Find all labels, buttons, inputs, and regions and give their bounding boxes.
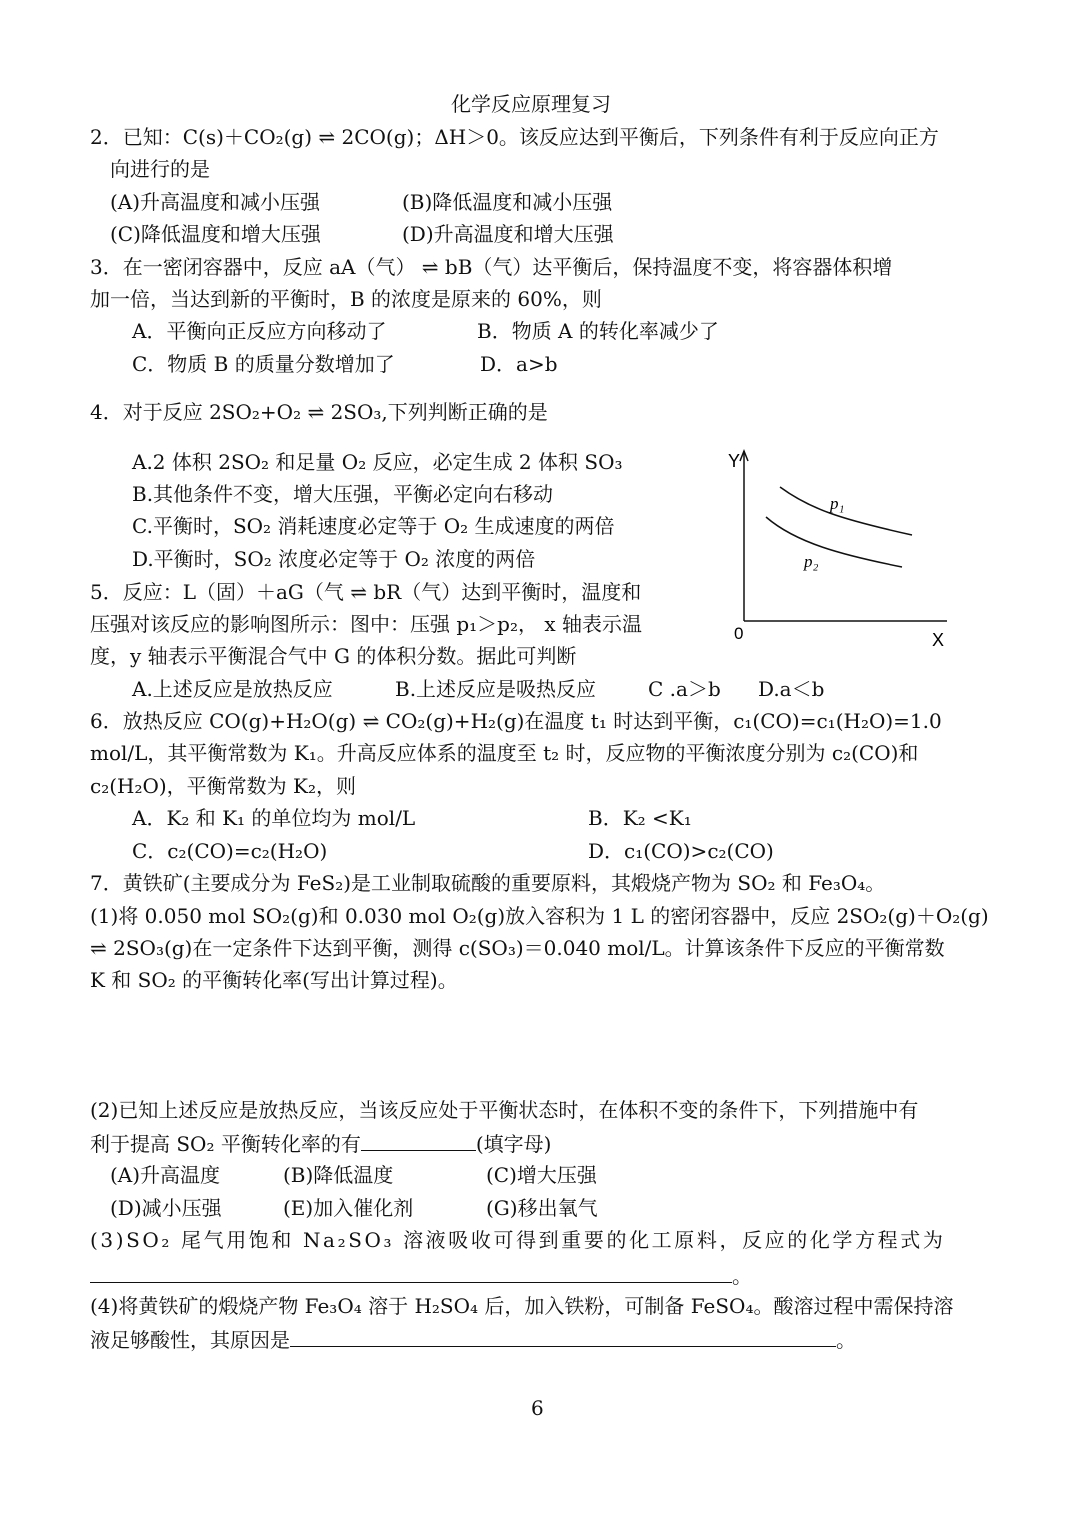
q5-option-c: C .a＞b xyxy=(648,677,721,701)
q5-option-d: D.a＜b xyxy=(758,677,825,701)
q3-option-c: C．物质 B 的质量分数增加了 xyxy=(132,352,395,376)
q7-part1-line1: (1)将 0.050 mol SO₂(g)和 0.030 mol O₂(g)放入容积为 1 L 的密闭容器中，反应 2SO₂(g)＋O₂(g) xyxy=(90,904,989,928)
curve-p1 xyxy=(780,487,912,535)
q5-option-b: B.上述反应是吸热反应 xyxy=(395,677,597,701)
q7-part3-answer-blank[interactable] xyxy=(90,1262,732,1283)
q5-graph xyxy=(722,443,962,653)
q7-option-c: (C)增大压强 xyxy=(486,1163,597,1187)
q6-option-b: B．K₂ <K₁ xyxy=(588,806,692,830)
q2-option-d: (D)升高温度和增大压强 xyxy=(402,222,614,246)
q7-part1-line2: ⇌ 2SO₃(g)在一定条件下达到平衡，测得 c(SO₃)＝0.040 mol/L。计算该条件下反应的平衡常数 xyxy=(90,936,945,960)
q4-option-a: A.2 体积 2SO₂ 和足量 O₂ 反应，必定生成 2 体积 SO₃ xyxy=(132,450,623,474)
page-number: 6 xyxy=(531,1396,544,1420)
q7-part2-line1: (2)已知上述反应是放热反应，当该反应处于平衡状态时，在体积不变的条件下，下列措施中有 xyxy=(90,1098,919,1122)
q7-part4-line2 xyxy=(90,1326,856,1352)
q2-stem-line2: 向进行的是 xyxy=(110,157,210,181)
q2-option-c: (C)降低温度和增大压强 xyxy=(110,222,321,246)
q7-part2-hint: (填字母) xyxy=(475,1132,552,1156)
q7-part2-line2 xyxy=(90,1130,551,1156)
q3-option-a: A．平衡向正反应方向移动了 xyxy=(132,319,387,343)
q3-option-d: D．a>b xyxy=(480,352,558,376)
q5-option-a: A.上述反应是放热反应 xyxy=(132,677,333,701)
q2-option-b: (B)降低温度和减小压强 xyxy=(402,190,613,214)
q7-option-e: (E)加入催化剂 xyxy=(283,1196,414,1220)
q7-option-g: (G)移出氧气 xyxy=(486,1196,598,1220)
q7-part2-prompt: 利于提高 SO₂ 平衡转化率的有 xyxy=(90,1132,361,1156)
curve-p1-label: p₁ xyxy=(830,494,845,513)
page-title: 化学反应原理复习 xyxy=(451,92,611,116)
q7-part4-line1: (4)将黄铁矿的煅烧产物 Fe₃O₄ 溶于 H₂SO₄ 后，加入铁粉，可制备 FeSO₄。酸溶过程中需保持溶 xyxy=(90,1294,954,1318)
q7-stem: 7．黄铁矿(主要成分为 FeS₂)是工业制取硫酸的重要原料，其煅烧产物为 SO₂ 和 Fe₃O₄。 xyxy=(90,871,886,895)
q7-option-a: (A)升高温度 xyxy=(110,1163,221,1187)
q7-part3-line2 xyxy=(90,1262,752,1288)
q7-part3-line1: (3)SO₂ 尾气用饱和 Na₂SO₃ 溶液吸收可得到重要的化工原料，反应的化学方程式为 xyxy=(90,1228,946,1252)
q7-part4-end: 。 xyxy=(836,1328,856,1352)
q6-stem-line1: 6．放热反应 CO(g)+H₂O(g) ⇌ CO₂(g)+H₂(g)在温度 t₁ 时达到平衡，c₁(CO)=c₁(H₂O)=1.0 xyxy=(90,709,942,733)
q3-stem-line2: 加一倍，当达到新的平衡时，B 的浓度是原来的 60%，则 xyxy=(90,287,602,311)
q7-option-d: (D)减小压强 xyxy=(110,1196,222,1220)
q3-option-b: B．物质 A 的转化率减少了 xyxy=(477,319,719,343)
q7-part4-prompt: 液足够酸性，其原因是 xyxy=(90,1328,290,1352)
q5-stem-line3: 度，y 轴表示平衡混合气中 G 的体积分数。据此可判断 xyxy=(90,644,577,668)
origin-label: 0 xyxy=(734,624,744,643)
q7-part3-end: 。 xyxy=(732,1264,752,1288)
q4-option-b: B.其他条件不变，增大压强，平衡必定向右移动 xyxy=(132,482,554,506)
q6-option-d: D．c₁(CO)>c₂(CO) xyxy=(588,839,774,863)
q7-part2-answer-blank[interactable] xyxy=(361,1130,476,1151)
y-axis-label: Y xyxy=(728,451,741,471)
q4-option-d: D.平衡时，SO₂ 浓度必定等于 O₂ 浓度的两倍 xyxy=(132,547,536,571)
q3-stem-line1: 3．在一密闭容器中，反应 aA（气） ⇌ bB（气）达平衡后，保持温度不变，将容器体积增 xyxy=(90,255,893,279)
curve-p2 xyxy=(766,517,902,567)
q6-option-a: A．K₂ 和 K₁ 的单位均为 mol/L xyxy=(132,806,416,830)
q2-stem-line1: 2．已知：C(s)＋CO₂(g) ⇌ 2CO(g)；ΔH＞0。该反应达到平衡后，下列条件有利于反应向正方 xyxy=(90,125,939,149)
q4-stem: 4．对于反应 2SO₂+O₂ ⇌ 2SO₃,下列判断正确的是 xyxy=(90,400,548,424)
q5-stem-line2: 压强对该反应的影响图所示：图中：压强 p₁＞p₂， x 轴表示温 xyxy=(90,612,642,636)
q7-part1-line3: K 和 SO₂ 的平衡转化率(写出计算过程)。 xyxy=(90,968,458,992)
q6-option-c: C．c₂(CO)=c₂(H₂O) xyxy=(132,839,328,863)
q7-part4-answer-blank[interactable] xyxy=(290,1326,836,1347)
q4-option-c: C.平衡时，SO₂ 消耗速度必定等于 O₂ 生成速度的两倍 xyxy=(132,514,615,538)
q2-option-a: (A)升高温度和减小压强 xyxy=(110,190,321,214)
q6-stem-line3: c₂(H₂O)，平衡常数为 K₂，则 xyxy=(90,774,356,798)
q7-option-b: (B)降低温度 xyxy=(283,1163,394,1187)
x-axis-label: X xyxy=(932,630,945,650)
q6-stem-line2: mol/L，其平衡常数为 K₁。升高反应体系的温度至 t₂ 时，反应物的平衡浓度分别为 c₂(CO)和 xyxy=(90,741,919,765)
q5-stem-line1: 5．反应：L（固）＋aG（气 ⇌ bR（气）达到平衡时，温度和 xyxy=(90,580,642,604)
curve-p2-label: p₂ xyxy=(804,552,819,571)
